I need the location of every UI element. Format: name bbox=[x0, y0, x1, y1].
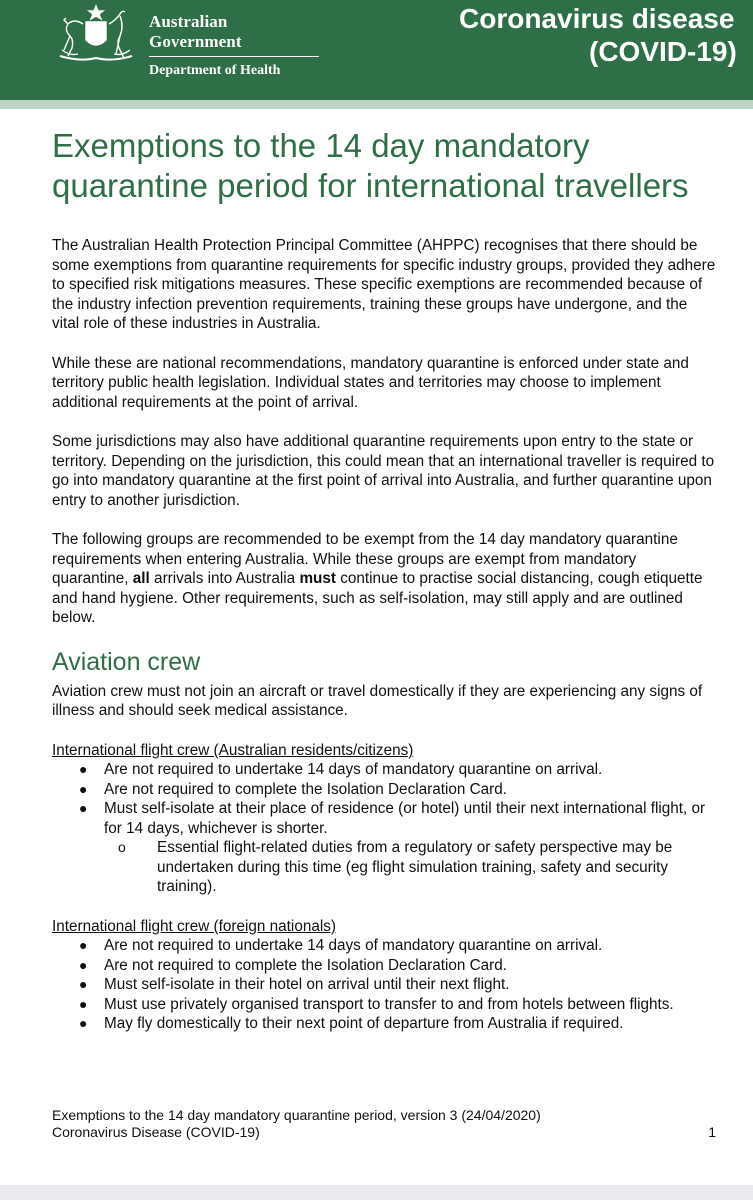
section-heading-aviation-crew: Aviation crew bbox=[52, 647, 201, 676]
paragraph-exempt-groups-text-e: continue to practise social distancing, cough etiquette and hand hygiene. Other requirements, such as self-isolation, may still apply and are outlined below. bbox=[52, 570, 703, 626]
list-item bbox=[52, 975, 716, 995]
bullet-icon: ● bbox=[79, 937, 88, 953]
document-header bbox=[0, 0, 753, 100]
viewer-bottom-band bbox=[0, 1185, 753, 1200]
list-item-text: Must self-isolate in their hotel on arrival until their next flight. bbox=[104, 976, 510, 993]
list-item-text: Are not required to complete the Isolation Declaration Card. bbox=[104, 956, 508, 974]
paragraph-exempt-groups-text-c: arrivals into Australia bbox=[149, 570, 300, 587]
subheading-foreign-crew: International flight crew (foreign nationals) bbox=[52, 917, 336, 935]
bullet-icon: ● bbox=[79, 995, 88, 1012]
list-item bbox=[52, 1014, 716, 1034]
aviation-crew-intro: Aviation crew must not join an aircraft or travel domestically if they are experiencing any signs of illness and should seek medical assistance. bbox=[52, 682, 703, 719]
bullet-icon: ● bbox=[79, 800, 88, 816]
list-item bbox=[52, 780, 716, 800]
sub-list-item-text: Essential flight-related duties from a regulatory or safety perspective may be undertaken during this time (eg flight simulation training, safety and security training). bbox=[157, 839, 673, 895]
bullet-icon: ● bbox=[79, 1015, 88, 1031]
page-footer bbox=[52, 1107, 716, 1140]
footer-document-series: Coronavirus Disease (COVID-19) bbox=[52, 1123, 260, 1140]
header-title bbox=[453, 2, 753, 68]
bullet-icon: ● bbox=[79, 976, 88, 992]
list-item bbox=[52, 995, 716, 1015]
header-title-line-2: (COVID-19) bbox=[589, 36, 737, 67]
paragraph-ahppc: The Australian Health Protection Principal Committee (AHPPC) recognises that there should be some exemptions from quarantine requirements for specific industry groups, provided they adhere to specified risk mitigations measures. These specific exemptions are recommended because of the industry infection prevention requirements, training these groups have undergone, and the vital role of these industries in Australia. bbox=[52, 237, 716, 332]
sub-list-item bbox=[104, 838, 716, 897]
government-name: Australian Government bbox=[149, 12, 319, 57]
subheading-resident-crew: International flight crew (Australian residents/citizens) bbox=[52, 741, 414, 759]
bullet-icon: ● bbox=[79, 780, 88, 797]
paragraph-exempt-groups bbox=[52, 530, 716, 628]
list-item-text: Are not required to complete the Isolation Declaration Card. bbox=[104, 780, 508, 798]
list-item-text: May fly domestically to their next point of departure from Australia if required. bbox=[104, 1015, 624, 1032]
department-name: Department of Health bbox=[149, 63, 281, 78]
coat-of-arms-icon bbox=[50, 4, 142, 64]
list-item bbox=[52, 799, 716, 897]
list-item bbox=[52, 956, 716, 976]
resident-crew-list bbox=[52, 760, 716, 897]
page-title: Exemptions to the 14 day mandatory quarantine period for international travellers bbox=[52, 127, 689, 204]
bullet-icon: ● bbox=[79, 761, 88, 777]
footer-document-version: Exemptions to the 14 day mandatory quarantine period, version 3 (24/04/2020) bbox=[52, 1107, 541, 1123]
sub-bullet-icon: o bbox=[118, 839, 126, 855]
list-item-text: Must use privately organised transport to transfer to and from hotels between flights. bbox=[104, 995, 674, 1013]
emphasis-must: must bbox=[299, 570, 336, 587]
list-item bbox=[52, 936, 716, 956]
paragraph-national-recommendations: While these are national recommendations, mandatory quarantine is enforced under state and territory public health legislation. Individual states and territories may choose to implement additional requirements at the point of arrival. bbox=[52, 354, 689, 411]
document-body bbox=[52, 126, 716, 1034]
paragraph-exempt-groups-text-a: The following groups are recommended to be exempt from the 14 day mandatory quarantine requirements when entering Australia. While these groups are exempt from mandatory quarantine, bbox=[52, 531, 678, 587]
paragraph-jurisdictions: Some jurisdictions may also have additional quarantine requirements upon entry to the state or territory. Depending on the jurisdiction, this could mean that an international traveller is required to go into mandatory quarantine at the first point of arrival into Australia, and further quarantine upon entry to another jurisdiction. bbox=[52, 433, 715, 509]
header-title-line-1: Coronavirus disease bbox=[459, 3, 735, 34]
foreign-crew-list bbox=[52, 936, 716, 1034]
emphasis-all: all bbox=[132, 570, 150, 587]
resident-crew-sublist bbox=[104, 838, 716, 897]
government-identity bbox=[149, 12, 319, 80]
bullet-icon: ● bbox=[79, 956, 88, 973]
page-number: 1 bbox=[708, 1123, 716, 1140]
list-item bbox=[52, 760, 716, 780]
list-item-text: Are not required to undertake 14 days of mandatory quarantine on arrival. bbox=[104, 761, 603, 778]
list-item-text: Must self-isolate at their place of residence (or hotel) until their next international flight, or for 14 days, whichever is shorter. bbox=[104, 800, 706, 837]
header-divider bbox=[0, 100, 753, 109]
list-item-text: Are not required to undertake 14 days of mandatory quarantine on arrival. bbox=[104, 937, 603, 954]
